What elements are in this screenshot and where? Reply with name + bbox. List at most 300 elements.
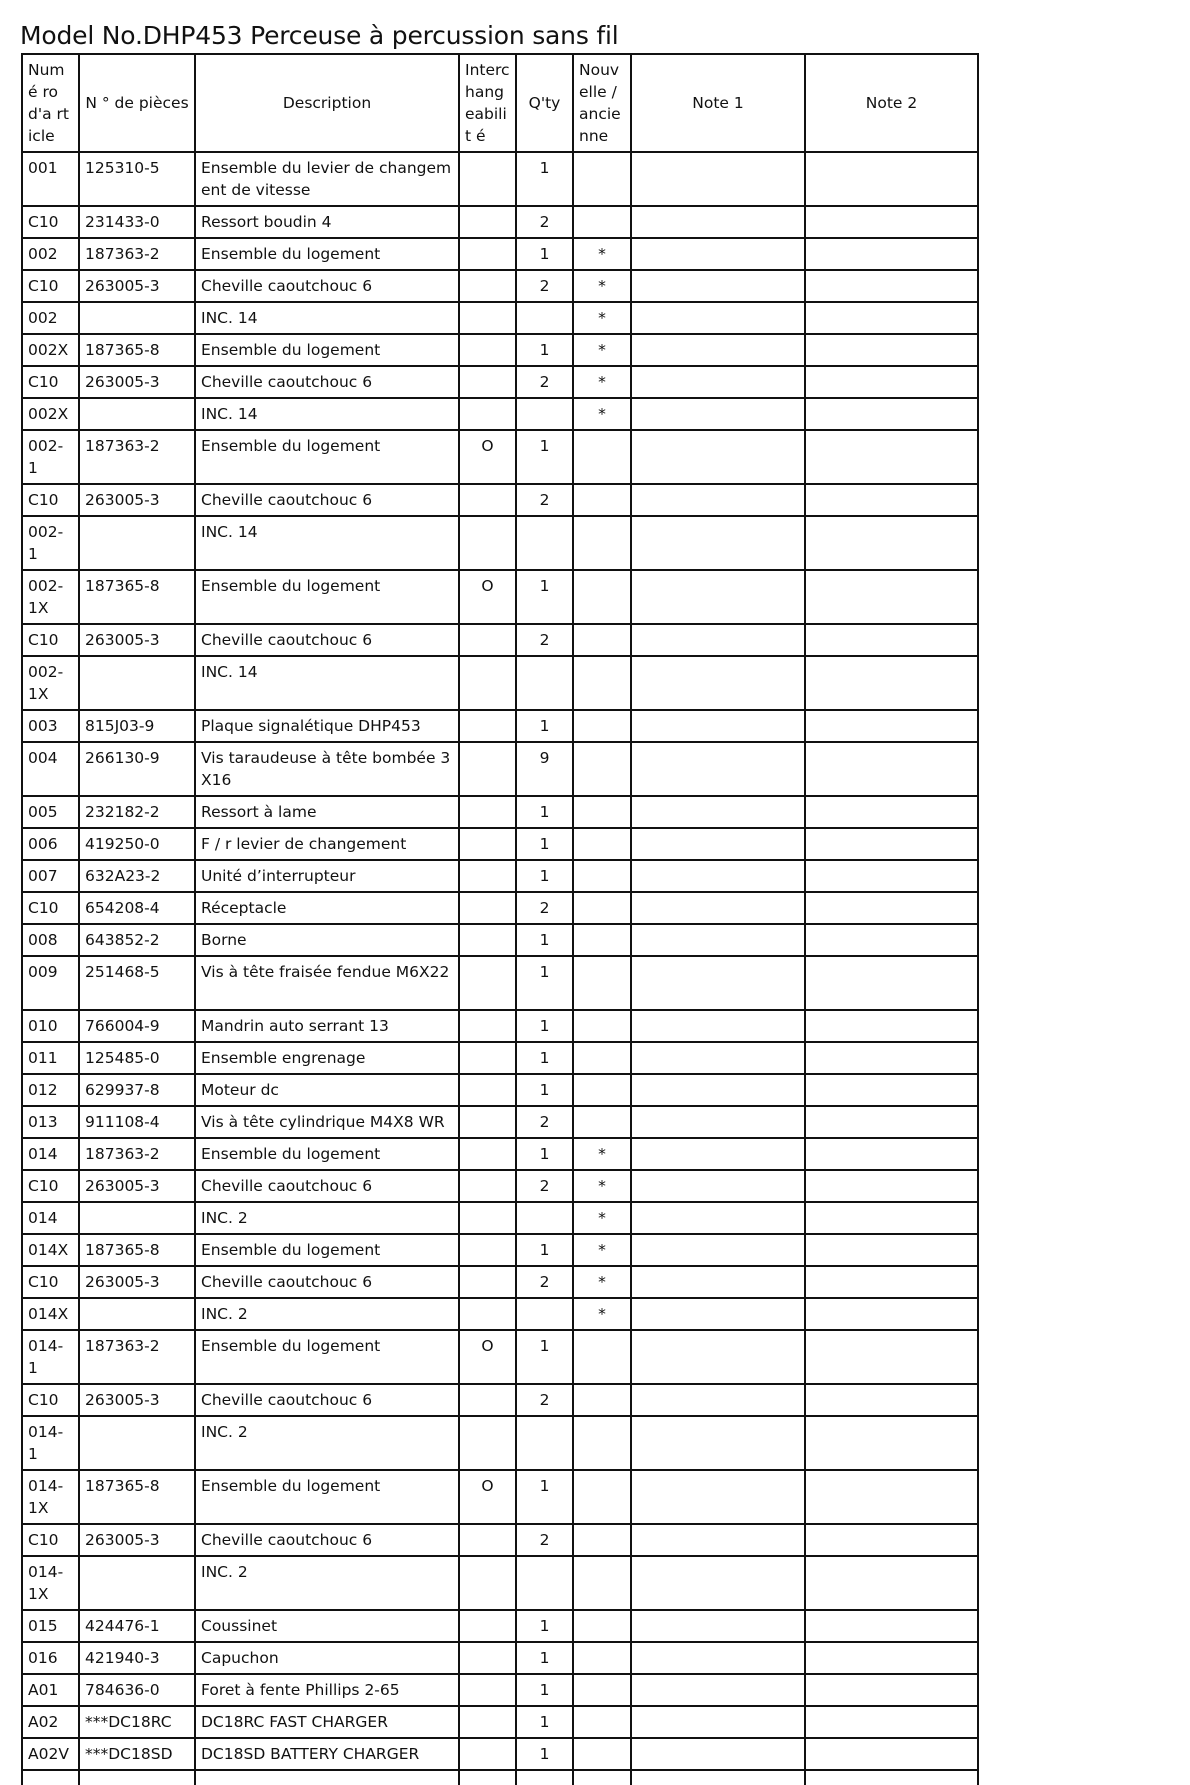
cell-qty: 1	[516, 238, 573, 270]
cell-new-old	[573, 1330, 631, 1384]
cell-interchangeability	[459, 1738, 516, 1770]
cell-description: INC. 14	[195, 398, 459, 430]
cell-interchangeability	[459, 828, 516, 860]
cell-note-1	[631, 1266, 805, 1298]
cell-new-old	[573, 1610, 631, 1642]
cell-item-no: 014-1X	[22, 1556, 79, 1610]
cell-new-old	[573, 484, 631, 516]
cell-item-no: 013	[22, 1106, 79, 1138]
cell-interchangeability: O	[459, 1330, 516, 1384]
cell-description: Plaque signalétique DHP453	[195, 710, 459, 742]
cell-note-1	[631, 860, 805, 892]
cell-new-old	[573, 1556, 631, 1610]
cell-qty: 1	[516, 710, 573, 742]
cell-qty: 1	[516, 1674, 573, 1706]
cell-part-no: 629937-8	[79, 1074, 195, 1106]
cell-description: Cheville caoutchouc 6	[195, 484, 459, 516]
cell-description: Cheville caoutchouc 6	[195, 1524, 459, 1556]
cell-description: Cheville caoutchouc 6	[195, 366, 459, 398]
cell-new-old: *	[573, 1266, 631, 1298]
cell-qty: 1	[516, 430, 573, 484]
table-row	[22, 1642, 978, 1674]
cell-item-no: 014	[22, 1202, 79, 1234]
cell-note-2	[805, 656, 978, 710]
cell-interchangeability	[459, 398, 516, 430]
cell-part-no: 125485-0	[79, 1042, 195, 1074]
cell-note-2	[805, 334, 978, 366]
cell-note-1	[631, 1106, 805, 1138]
cell-interchangeability	[459, 796, 516, 828]
cell-note-2	[805, 1738, 978, 1770]
table-row	[22, 1706, 978, 1738]
cell-note-2	[805, 238, 978, 270]
cell-part-no: ***DC18SD	[79, 1738, 195, 1770]
cell-item-no: 014-1	[22, 1416, 79, 1470]
cell-item-no: C10	[22, 1384, 79, 1416]
cell-qty: 1	[516, 1010, 573, 1042]
cell-item-no: 009	[22, 956, 79, 1010]
cell-item-no: 004	[22, 742, 79, 796]
cell-note-1	[631, 302, 805, 334]
cell-new-old: *	[573, 1298, 631, 1330]
document-title: Model No.DHP453 Perceuse à percussion sans fil	[20, 21, 619, 50]
cell-note-2	[805, 1706, 978, 1738]
cell-note-2	[805, 924, 978, 956]
cell-part-no: 125310-5	[79, 152, 195, 206]
cell-new-old	[573, 1470, 631, 1524]
cell-part-no: 231433-0	[79, 206, 195, 238]
cell-qty: 2	[516, 1266, 573, 1298]
cell-note-1	[631, 484, 805, 516]
cell-qty: 2	[516, 366, 573, 398]
cell-note-1	[631, 1074, 805, 1106]
cell-interchangeability	[459, 1706, 516, 1738]
cell-note-1	[631, 624, 805, 656]
cell-note-2	[805, 1074, 978, 1106]
cell-description: INC. 2	[195, 1416, 459, 1470]
cell-qty: 1	[516, 152, 573, 206]
cell-part-no: 266130-9	[79, 742, 195, 796]
cell-note-2	[805, 570, 978, 624]
cell-description: Ressort boudin 4	[195, 206, 459, 238]
cell-item-no: 001	[22, 152, 79, 206]
cell-part-no: 766004-9	[79, 1010, 195, 1042]
table-row	[22, 1074, 978, 1106]
cell-interchangeability	[459, 656, 516, 710]
cell-item-no: 007	[22, 860, 79, 892]
cell-new-old	[573, 570, 631, 624]
cell-part-no: 263005-3	[79, 1384, 195, 1416]
cell-note-1	[631, 1298, 805, 1330]
cell-note-1	[631, 516, 805, 570]
cell-part-no: 263005-3	[79, 270, 195, 302]
header-description: Description	[195, 54, 459, 152]
cell-part-no: 187363-2	[79, 430, 195, 484]
cell-new-old	[573, 828, 631, 860]
cell-part-no: 263005-3	[79, 1524, 195, 1556]
table-row	[22, 1556, 978, 1610]
cell-part-no	[79, 1416, 195, 1470]
cell-note-2	[805, 796, 978, 828]
cell-part-no	[79, 398, 195, 430]
cell-interchangeability	[459, 860, 516, 892]
cell-item-no: 011	[22, 1042, 79, 1074]
cell-new-old: *	[573, 366, 631, 398]
cell-new-old	[573, 1674, 631, 1706]
cell-qty: 1	[516, 1470, 573, 1524]
cell-note-1	[631, 238, 805, 270]
cell-qty: 1	[516, 1330, 573, 1384]
cell-part-no: 654208-4	[79, 892, 195, 924]
cell-description: Réceptacle	[195, 892, 459, 924]
cell-note-2	[805, 270, 978, 302]
cell-description: F / r levier de changement	[195, 828, 459, 860]
cell-interchangeability	[459, 1556, 516, 1610]
table-row	[22, 366, 978, 398]
cell-qty: 1	[516, 570, 573, 624]
cell-interchangeability	[459, 1524, 516, 1556]
cell-note-1	[631, 1738, 805, 1770]
header-qty: Q'ty	[516, 54, 573, 152]
cell-note-1	[631, 334, 805, 366]
cell-note-2	[805, 1106, 978, 1138]
cell-qty: 9	[516, 742, 573, 796]
cell-note-2	[805, 1298, 978, 1330]
cell-part-no	[79, 1556, 195, 1610]
cell-part-no: 187363-2	[79, 1330, 195, 1384]
table-row	[22, 1138, 978, 1170]
cell-description: Ressort à lame	[195, 796, 459, 828]
cell-note-2	[805, 398, 978, 430]
cell-interchangeability	[459, 1610, 516, 1642]
cell-continued	[79, 1770, 195, 1785]
cell-part-no: 263005-3	[79, 366, 195, 398]
cell-interchangeability	[459, 1234, 516, 1266]
cell-item-no: 015	[22, 1610, 79, 1642]
cell-item-no: 010	[22, 1010, 79, 1042]
cell-part-no: 187365-8	[79, 1470, 195, 1524]
cell-item-no: C10	[22, 270, 79, 302]
header-row	[22, 54, 978, 152]
cell-note-1	[631, 1202, 805, 1234]
cell-new-old: *	[573, 1138, 631, 1170]
cell-qty: 1	[516, 796, 573, 828]
header-interchangeability: Interc hang eabilit é	[459, 54, 516, 152]
cell-note-2	[805, 152, 978, 206]
cell-note-2	[805, 1202, 978, 1234]
table-row-continued	[22, 1770, 978, 1785]
cell-qty: 2	[516, 892, 573, 924]
cell-description: Vis à tête fraisée fendue M6X22	[195, 956, 459, 1010]
cell-note-2	[805, 1674, 978, 1706]
table-row	[22, 656, 978, 710]
table-row	[22, 1738, 978, 1770]
cell-interchangeability	[459, 270, 516, 302]
cell-continued	[195, 1770, 459, 1785]
cell-new-old	[573, 206, 631, 238]
cell-new-old	[573, 1416, 631, 1470]
cell-item-no: A02V	[22, 1738, 79, 1770]
header-new-old: Nouv elle / ancie nne	[573, 54, 631, 152]
cell-part-no: 263005-3	[79, 1170, 195, 1202]
table-row	[22, 1010, 978, 1042]
cell-description: Unité d’interrupteur	[195, 860, 459, 892]
cell-qty: 1	[516, 1738, 573, 1770]
cell-qty: 1	[516, 924, 573, 956]
table-row	[22, 430, 978, 484]
cell-interchangeability	[459, 366, 516, 398]
cell-qty	[516, 1298, 573, 1330]
cell-interchangeability	[459, 1010, 516, 1042]
cell-continued	[22, 1770, 79, 1785]
cell-note-2	[805, 956, 978, 1010]
cell-item-no: 014	[22, 1138, 79, 1170]
cell-note-2	[805, 1266, 978, 1298]
cell-interchangeability: O	[459, 430, 516, 484]
cell-item-no: C10	[22, 1170, 79, 1202]
cell-interchangeability	[459, 892, 516, 924]
cell-interchangeability	[459, 956, 516, 1010]
cell-qty: 1	[516, 1042, 573, 1074]
cell-new-old	[573, 1074, 631, 1106]
header-note-1: Note 1	[631, 54, 805, 152]
cell-new-old	[573, 796, 631, 828]
cell-qty	[516, 656, 573, 710]
parts-table	[21, 53, 979, 1785]
cell-note-2	[805, 206, 978, 238]
cell-part-no: 187365-8	[79, 570, 195, 624]
table-row	[22, 1330, 978, 1384]
cell-interchangeability	[459, 710, 516, 742]
cell-new-old	[573, 1706, 631, 1738]
cell-new-old	[573, 1738, 631, 1770]
cell-note-2	[805, 742, 978, 796]
cell-note-1	[631, 1470, 805, 1524]
cell-new-old	[573, 1642, 631, 1674]
cell-new-old	[573, 1042, 631, 1074]
cell-item-no: 014X	[22, 1234, 79, 1266]
cell-item-no: 002-1	[22, 516, 79, 570]
cell-description: Ensemble engrenage	[195, 1042, 459, 1074]
table-row	[22, 1524, 978, 1556]
table-row	[22, 860, 978, 892]
cell-item-no: 002X	[22, 398, 79, 430]
cell-continued	[516, 1770, 573, 1785]
cell-new-old: *	[573, 398, 631, 430]
table-row	[22, 206, 978, 238]
cell-interchangeability	[459, 624, 516, 656]
cell-part-no: 187363-2	[79, 238, 195, 270]
cell-note-2	[805, 1556, 978, 1610]
cell-new-old	[573, 624, 631, 656]
cell-new-old	[573, 656, 631, 710]
cell-item-no: 016	[22, 1642, 79, 1674]
cell-note-2	[805, 892, 978, 924]
cell-description: Borne	[195, 924, 459, 956]
cell-new-old: *	[573, 334, 631, 366]
cell-item-no: 008	[22, 924, 79, 956]
table-header	[22, 54, 978, 152]
table-row	[22, 1234, 978, 1266]
table-row	[22, 334, 978, 366]
header-part-no: N ° de pièces	[79, 54, 195, 152]
cell-interchangeability	[459, 1384, 516, 1416]
cell-qty: 1	[516, 1610, 573, 1642]
cell-new-old	[573, 860, 631, 892]
cell-note-1	[631, 656, 805, 710]
table-row	[22, 956, 978, 1010]
table-row	[22, 1106, 978, 1138]
cell-note-2	[805, 1330, 978, 1384]
cell-qty: 2	[516, 1170, 573, 1202]
cell-new-old: *	[573, 302, 631, 334]
cell-item-no: 002X	[22, 334, 79, 366]
cell-note-1	[631, 430, 805, 484]
table-row	[22, 484, 978, 516]
table-row	[22, 742, 978, 796]
cell-part-no: 911108-4	[79, 1106, 195, 1138]
cell-note-2	[805, 1610, 978, 1642]
cell-description: Cheville caoutchouc 6	[195, 270, 459, 302]
cell-description: INC. 2	[195, 1556, 459, 1610]
cell-item-no: A01	[22, 1674, 79, 1706]
cell-note-1	[631, 1642, 805, 1674]
cell-new-old	[573, 1384, 631, 1416]
cell-description: Foret à fente Phillips 2-65	[195, 1674, 459, 1706]
cell-item-no: 002-1	[22, 430, 79, 484]
cell-note-2	[805, 302, 978, 334]
cell-interchangeability	[459, 1642, 516, 1674]
cell-part-no: 251468-5	[79, 956, 195, 1010]
cell-description: Vis taraudeuse à tête bombée 3X16	[195, 742, 459, 796]
table-row	[22, 710, 978, 742]
cell-note-2	[805, 828, 978, 860]
cell-part-no: ***DC18RC	[79, 1706, 195, 1738]
cell-description: Ensemble du logement	[195, 238, 459, 270]
cell-part-no: 421940-3	[79, 1642, 195, 1674]
cell-part-no	[79, 1298, 195, 1330]
cell-part-no	[79, 516, 195, 570]
cell-new-old: *	[573, 1234, 631, 1266]
cell-qty	[516, 302, 573, 334]
cell-item-no: 002	[22, 238, 79, 270]
table-row	[22, 1202, 978, 1234]
cell-note-1	[631, 366, 805, 398]
cell-interchangeability	[459, 1202, 516, 1234]
cell-part-no: 232182-2	[79, 796, 195, 828]
table-row	[22, 1416, 978, 1470]
cell-part-no	[79, 302, 195, 334]
cell-description: Moteur dc	[195, 1074, 459, 1106]
cell-description: Capuchon	[195, 1642, 459, 1674]
cell-qty	[516, 1556, 573, 1610]
cell-new-old	[573, 430, 631, 484]
cell-note-1	[631, 270, 805, 302]
table-row	[22, 1042, 978, 1074]
cell-qty	[516, 1416, 573, 1470]
cell-qty: 1	[516, 1138, 573, 1170]
table-row	[22, 398, 978, 430]
table-row	[22, 238, 978, 270]
cell-new-old	[573, 1010, 631, 1042]
cell-qty	[516, 398, 573, 430]
cell-part-no: 424476-1	[79, 1610, 195, 1642]
cell-description: DC18RC FAST CHARGER	[195, 1706, 459, 1738]
table-row	[22, 152, 978, 206]
cell-new-old	[573, 956, 631, 1010]
header-note-2: Note 2	[805, 54, 978, 152]
cell-description: Cheville caoutchouc 6	[195, 1266, 459, 1298]
cell-new-old	[573, 1106, 631, 1138]
cell-description: Mandrin auto serrant 13	[195, 1010, 459, 1042]
cell-description: Ensemble du logement	[195, 430, 459, 484]
cell-new-old	[573, 924, 631, 956]
cell-description: INC. 2	[195, 1202, 459, 1234]
cell-qty: 1	[516, 860, 573, 892]
table-row	[22, 828, 978, 860]
table-row	[22, 302, 978, 334]
cell-note-1	[631, 1010, 805, 1042]
cell-part-no: 263005-3	[79, 624, 195, 656]
cell-description: Ensemble du logement	[195, 334, 459, 366]
cell-note-1	[631, 1234, 805, 1266]
table-row	[22, 1470, 978, 1524]
cell-interchangeability	[459, 302, 516, 334]
cell-note-1	[631, 710, 805, 742]
cell-description: Cheville caoutchouc 6	[195, 1384, 459, 1416]
cell-interchangeability	[459, 1170, 516, 1202]
cell-qty	[516, 1202, 573, 1234]
cell-new-old: *	[573, 1170, 631, 1202]
cell-item-no: C10	[22, 366, 79, 398]
table-row	[22, 570, 978, 624]
cell-continued	[631, 1770, 805, 1785]
cell-interchangeability	[459, 924, 516, 956]
table-row	[22, 1610, 978, 1642]
cell-description: INC. 14	[195, 656, 459, 710]
cell-note-1	[631, 796, 805, 828]
cell-note-2	[805, 710, 978, 742]
table-row	[22, 624, 978, 656]
cell-item-no: 012	[22, 1074, 79, 1106]
cell-interchangeability	[459, 1266, 516, 1298]
cell-interchangeability	[459, 1138, 516, 1170]
cell-interchangeability	[459, 206, 516, 238]
cell-item-no: 003	[22, 710, 79, 742]
cell-note-2	[805, 1010, 978, 1042]
cell-note-1	[631, 206, 805, 238]
cell-interchangeability	[459, 238, 516, 270]
cell-qty: 2	[516, 624, 573, 656]
cell-description: INC. 2	[195, 1298, 459, 1330]
table-row	[22, 1674, 978, 1706]
cell-qty: 2	[516, 1524, 573, 1556]
table-row	[22, 796, 978, 828]
cell-continued	[459, 1770, 516, 1785]
cell-note-1	[631, 1384, 805, 1416]
cell-part-no: 784636-0	[79, 1674, 195, 1706]
cell-note-2	[805, 624, 978, 656]
cell-new-old	[573, 892, 631, 924]
cell-note-1	[631, 1416, 805, 1470]
cell-qty	[516, 516, 573, 570]
cell-qty: 1	[516, 828, 573, 860]
table-row	[22, 1266, 978, 1298]
table-row	[22, 1384, 978, 1416]
cell-continued	[805, 1770, 978, 1785]
cell-description: Vis à tête cylindrique M4X8 WR	[195, 1106, 459, 1138]
cell-item-no: 002-1X	[22, 656, 79, 710]
